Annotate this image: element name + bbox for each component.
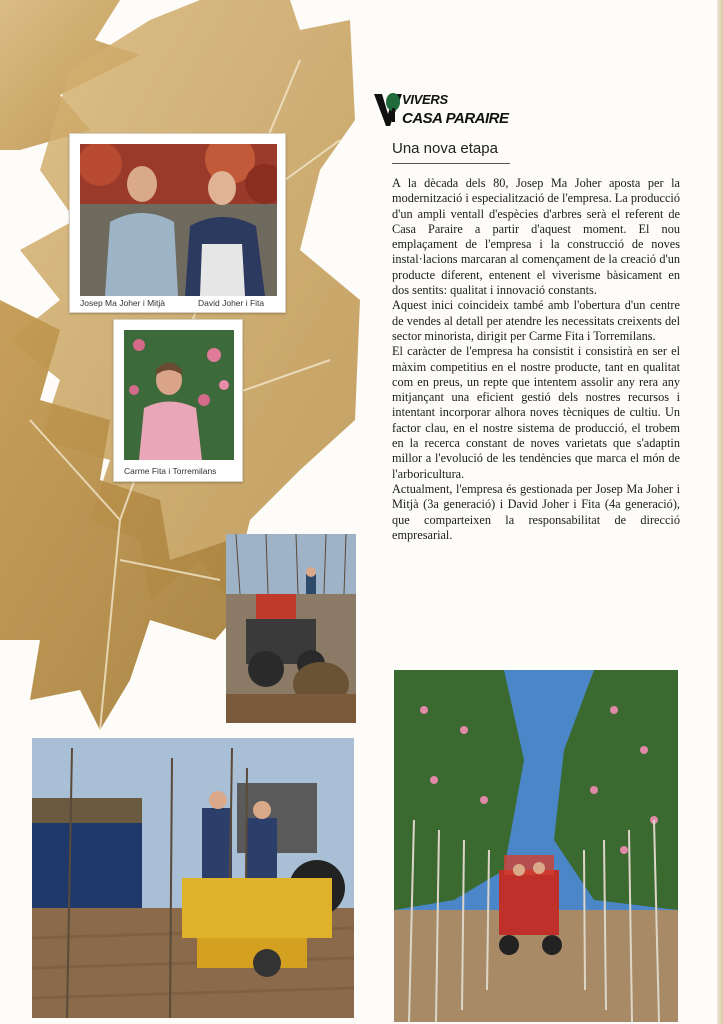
caption-carme: Carme Fita i Torremilans xyxy=(124,466,217,476)
company-logo xyxy=(374,92,524,132)
logo-brand-line2: CASA PARAIRE xyxy=(402,110,509,127)
portrait-two-men-photo xyxy=(80,144,277,296)
paragraph-4: Actualment, l'empresa és gestionada per Josep Ma Joher i Mitjà (3a generació) i David Joher i Fita (4a generació), que comparteixen la responsabilitat de direcció empresarial. xyxy=(392,481,680,542)
paragraph-1: A la dècada dels 80, Josep Ma Joher aposta per la modernització i especialització de l'empresa. La producció d'un ampli ventall d'espècies d'arbres serà el referent de Casa Paraire a partir d'aquest moment. El nou emplaçament de l'empresa i la construcció de noves instal·lacions marcaran al començament de la creació d'un producte diferent, entenent el viverisme bàsicament en dos sentits: qualitat i innovació constants. xyxy=(392,176,680,298)
planting-machine-photo xyxy=(32,738,354,1018)
tractor-digging-photo xyxy=(226,534,356,723)
section-title: Una nova etapa xyxy=(392,140,498,157)
page-edge xyxy=(717,0,723,1024)
portrait-woman-frame xyxy=(113,319,243,482)
tree-rows-photo xyxy=(394,670,678,1022)
title-underline xyxy=(392,163,510,164)
portrait-two-men-frame xyxy=(69,133,286,313)
caption-david: David Joher i Fita xyxy=(198,298,265,308)
portrait-woman-photo xyxy=(124,330,234,460)
paragraph-2: Aquest inici coincideix també amb l'obertura d'un centre de vendes al detall per atendre les necessitats creixents del sector minorista, dirigit per Carme Fita i Torremilans. xyxy=(392,298,680,343)
caption-josep: Josep Ma Joher i Mitjà xyxy=(80,298,166,308)
logo-brand-line1: VIVERS xyxy=(402,92,448,107)
paragraph-3: El caràcter de l'empresa ha consistit i consistirà en ser el màxim competitius en el nostre producte, tant en qualitat com en preus, un repte que intentem assolir any rera any mitjançant una eficient gestió dels nostres recursos i intentant incorporar alhora noves tècniques de cultiu. Un factor clau, en el nostre sistema de producció, el trobem en la recerca constant de noves varietats que s'adaptin millor a l'evolució de les tendències que marca el món de l'arboricultura. xyxy=(392,344,680,481)
body-text xyxy=(392,176,680,543)
